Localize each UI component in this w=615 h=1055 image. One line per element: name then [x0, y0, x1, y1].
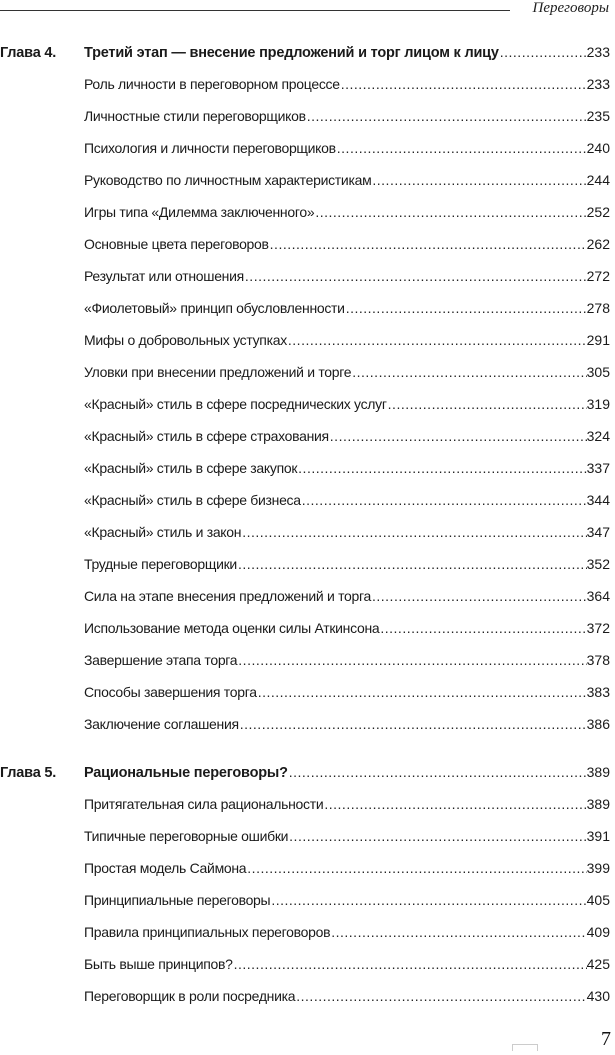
- toc-entry[interactable]: [0, 556, 615, 588]
- table-of-contents: [0, 44, 615, 1020]
- dot-leader: [330, 924, 586, 940]
- toc-entry[interactable]: [0, 140, 615, 172]
- toc-entry[interactable]: [0, 892, 615, 924]
- toc-entry[interactable]: [0, 796, 615, 828]
- entry-title: Психология и личности переговорщиков: [84, 140, 336, 156]
- toc-entry[interactable]: [0, 620, 615, 652]
- entry-title: Руководство по личностным характеристикам: [84, 172, 372, 188]
- dot-leader: [379, 620, 586, 636]
- entry-title: Переговорщик в роли посредника: [84, 988, 296, 1004]
- dot-leader: [387, 396, 587, 412]
- dot-leader: [246, 860, 586, 876]
- entry-title: Личностные стили переговорщиков: [84, 108, 306, 124]
- dot-leader: [371, 172, 586, 188]
- dot-leader: [323, 796, 586, 812]
- entry-title: Основные цвета переговоров: [84, 236, 269, 252]
- entry-page-number: 278: [586, 300, 610, 316]
- chapter-page-number: 233: [586, 44, 610, 60]
- toc-entry[interactable]: [0, 300, 615, 332]
- entry-title: Заключение соглашения: [84, 716, 239, 732]
- entry-page-number: 324: [586, 428, 610, 444]
- dot-leader: [237, 556, 587, 572]
- entry-page-number: 291: [586, 332, 610, 348]
- toc-entry[interactable]: [0, 364, 615, 396]
- dot-leader: [257, 684, 587, 700]
- entry-title: «Фиолетовый» принцип обусловленности: [84, 300, 345, 316]
- dot-leader: [301, 492, 587, 508]
- entry-page-number: 305: [586, 364, 610, 380]
- entry-page-number: 378: [586, 652, 610, 668]
- entry-title: Быть выше принципов?: [84, 956, 233, 972]
- page-header: [0, 0, 615, 22]
- toc-entry[interactable]: [0, 428, 615, 460]
- dot-leader: [371, 588, 587, 604]
- entry-page-number: 262: [586, 236, 610, 252]
- dot-leader: [351, 364, 586, 380]
- entry-title: Роль личности в переговорном процессе: [84, 76, 340, 92]
- dot-leader: [295, 988, 586, 1004]
- entry-title: Типичные переговорные ошибки: [84, 828, 289, 844]
- dot-leader: [288, 828, 586, 844]
- toc-entry[interactable]: [0, 652, 615, 684]
- entry-page-number: 352: [586, 556, 610, 572]
- toc-entry[interactable]: [0, 396, 615, 428]
- entry-title: Сила на этапе внесения предложений и торга: [84, 588, 371, 604]
- toc-entry[interactable]: [0, 524, 615, 556]
- dot-leader: [297, 460, 586, 476]
- entry-title: Мифы о добровольных уступках: [84, 332, 287, 348]
- toc-entry[interactable]: [0, 860, 615, 892]
- entry-page-number: 389: [586, 796, 610, 812]
- toc-entry[interactable]: [0, 716, 615, 748]
- entry-page-number: 399: [586, 860, 610, 876]
- entry-title: Трудные переговорщики: [84, 556, 237, 572]
- dot-leader: [269, 236, 587, 252]
- dot-leader: [244, 268, 587, 284]
- chapter-title: Третий этап — внесение предложений и торг лицом к лицу: [84, 45, 499, 61]
- dot-leader: [241, 524, 586, 540]
- chapter-title: Рациональные переговоры?: [84, 765, 288, 781]
- entry-title: «Красный» стиль и закон: [84, 524, 242, 540]
- entry-page-number: 337: [586, 460, 610, 476]
- entry-page-number: 372: [586, 620, 610, 636]
- toc-entry[interactable]: [0, 988, 615, 1020]
- entry-page-number: 391: [586, 828, 610, 844]
- entry-title: Результат или отношения: [84, 268, 244, 284]
- entry-title: Уловки при внесении предложений и торге: [84, 364, 352, 380]
- entry-page-number: 319: [586, 396, 610, 412]
- entry-title: Завершение этапа торга: [84, 652, 238, 668]
- entry-title: «Красный» стиль в сфере посреднических услуг: [84, 396, 387, 412]
- dot-leader: [287, 332, 587, 348]
- entry-page-number: 386: [586, 716, 610, 732]
- entry-title: «Красный» стиль в сфере закупок: [84, 460, 298, 476]
- toc-entry[interactable]: [0, 204, 615, 236]
- entry-page-number: 425: [586, 956, 610, 972]
- toc-entry[interactable]: [0, 172, 615, 204]
- entry-title: Простая модель Саймона: [84, 860, 247, 876]
- chapter-page-number: 389: [586, 764, 610, 780]
- dot-leader: [237, 652, 586, 668]
- dot-leader: [233, 956, 587, 972]
- entry-page-number: 272: [586, 268, 610, 284]
- running-head: Переговоры: [532, 0, 609, 16]
- entry-title: Игры типа «Дилемма заключенного»: [84, 204, 315, 220]
- toc-entry[interactable]: [0, 108, 615, 140]
- entry-page-number: 409: [586, 924, 610, 940]
- entry-title: Способы завершения торга: [84, 684, 257, 700]
- chapter-label: Глава 5.: [0, 765, 57, 781]
- toc-entry[interactable]: [0, 588, 615, 620]
- chapter-5-heading[interactable]: [0, 764, 615, 796]
- page-folio: 7: [601, 1028, 611, 1050]
- entry-page-number: 235: [586, 108, 610, 124]
- toc-entry[interactable]: [0, 460, 615, 492]
- dot-leader: [345, 300, 587, 316]
- entry-page-number: 344: [586, 492, 610, 508]
- page-corner-mark: [512, 1044, 538, 1051]
- entry-page-number: 240: [586, 140, 610, 156]
- entry-title: Притягательная сила рациональности: [84, 796, 324, 812]
- toc-entry[interactable]: [0, 684, 615, 716]
- chapter-label: Глава 4.: [0, 45, 57, 61]
- entry-page-number: 233: [586, 76, 610, 92]
- dot-leader: [329, 428, 587, 444]
- toc-entry[interactable]: [0, 828, 615, 860]
- toc-entry[interactable]: [0, 76, 615, 108]
- dot-leader: [270, 892, 586, 908]
- dot-leader: [499, 44, 587, 60]
- entry-page-number: 405: [586, 892, 610, 908]
- entry-title: «Красный» стиль в сфере бизнеса: [84, 492, 301, 508]
- entry-page-number: 252: [586, 204, 610, 220]
- entry-title: Использование метода оценки силы Аткинсона: [84, 620, 380, 636]
- toc-entry[interactable]: [0, 332, 615, 364]
- entry-page-number: 347: [586, 524, 610, 540]
- dot-leader: [314, 204, 586, 220]
- toc-entry[interactable]: [0, 236, 615, 268]
- toc-entry[interactable]: [0, 492, 615, 524]
- dot-leader: [336, 140, 587, 156]
- entry-title: «Красный» стиль в сфере страхования: [84, 428, 329, 444]
- dot-leader: [340, 76, 587, 92]
- entry-title: Принципиальные переговоры: [84, 892, 271, 908]
- entry-page-number: 244: [586, 172, 610, 188]
- header-rule: [0, 10, 510, 11]
- entry-page-number: 383: [586, 684, 610, 700]
- toc-entry[interactable]: [0, 268, 615, 300]
- dot-leader: [239, 716, 587, 732]
- dot-leader: [288, 764, 587, 780]
- toc-entry[interactable]: [0, 924, 615, 956]
- entry-page-number: 364: [586, 588, 610, 604]
- entry-page-number: 430: [586, 988, 610, 1004]
- dot-leader: [306, 108, 587, 124]
- toc-entry[interactable]: [0, 956, 615, 988]
- chapter-4-heading[interactable]: [0, 44, 615, 76]
- entry-title: Правила принципиальных переговоров: [84, 924, 331, 940]
